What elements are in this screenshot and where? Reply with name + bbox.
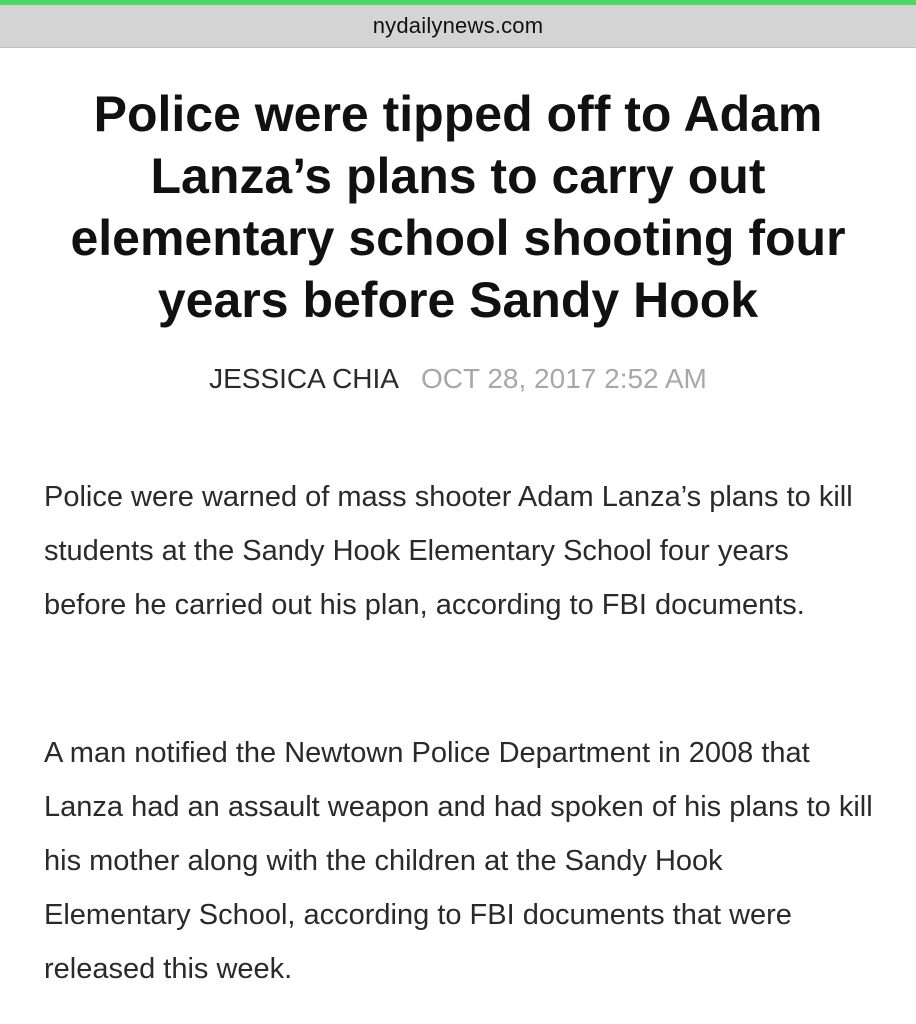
- article-paragraph: Police were warned of mass shooter Adam Lanza’s plans to kill students at the Sandy Hook Elementary School four years before he carried out his plan, according to FBI documents.: [44, 481, 853, 621]
- article-headline: Police were tipped off to Adam Lanza’s plans to carry out elementary school shooting four years before Sandy Hook: [70, 86, 846, 328]
- url-label[interactable]: nydailynews.com: [372, 13, 544, 38]
- publish-timestamp: OCT 28, 2017 2:52 AM: [420, 363, 707, 394]
- address-bar[interactable]: [0, 5, 916, 48]
- author-name[interactable]: JESSICA CHIA: [209, 363, 399, 394]
- article-paragraph: A man notified the Newtown Police Department in 2008 that Lanza had an assault weapon and had spoken of his plans to kill his mother along with the children at the Sandy Hook Elementary School, according to FBI documents that were released this week.: [44, 737, 873, 985]
- byline: [0, 362, 916, 396]
